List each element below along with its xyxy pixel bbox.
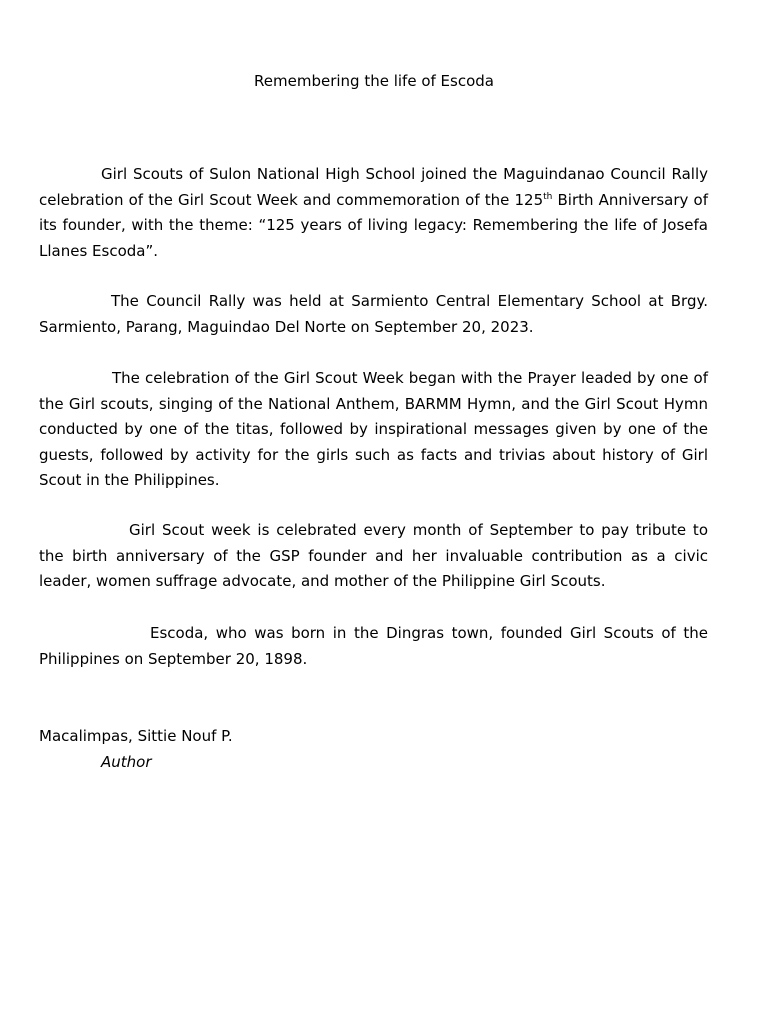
paragraph-rally-intro-text: Girl Scouts of Sulon National High School joined the Maguindanao Council Rally celebration of the Girl Scout Week and commemoration of the 125 [39,165,708,209]
paragraph-rally-intro-text-end: Birth Anniversary of its founder, with the theme: “125 years of living legacy: Remembering the life of Josefa Llanes Escoda”. [39,190,708,260]
paragraph-rally-intro [39,162,708,264]
document-title: Remembering the life of Escoda [254,72,494,90]
ordinal-superscript: th [543,191,553,202]
paragraph-celebration-program: The celebration of the Girl Scout Week began with the Prayer leaded by one of the Girl scouts, singing of the National Anthem, BARMM Hymn, and the Girl Scout Hymn conducted by one of the titas, followed by inspirational messages given by one of the guests, followed by activity for the girls such as facts and trivias about history of Girl Scout in the Philippines. [39,369,708,489]
author-name: Macalimpas, Sittie Nouf P. [39,727,233,745]
paragraph-rally-venue: The Council Rally was held at Sarmiento Central Elementary School at Brgy. Sarmiento, Parang, Maguindao Del Norte on September 20, 2023. [39,292,708,336]
author-role: Author [101,753,152,771]
paragraph-scout-week-tribute: Girl Scout week is celebrated every month of September to pay tribute to the birth anniversary of the GSP founder and her invaluable contribution as a civic leader, women suffrage advocate, and mother of the Philippine Girl Scouts. [39,521,708,590]
paragraph-escoda-founding: Escoda, who was born in the Dingras town, founded Girl Scouts of the Philippines on September 20, 1898. [39,624,708,668]
